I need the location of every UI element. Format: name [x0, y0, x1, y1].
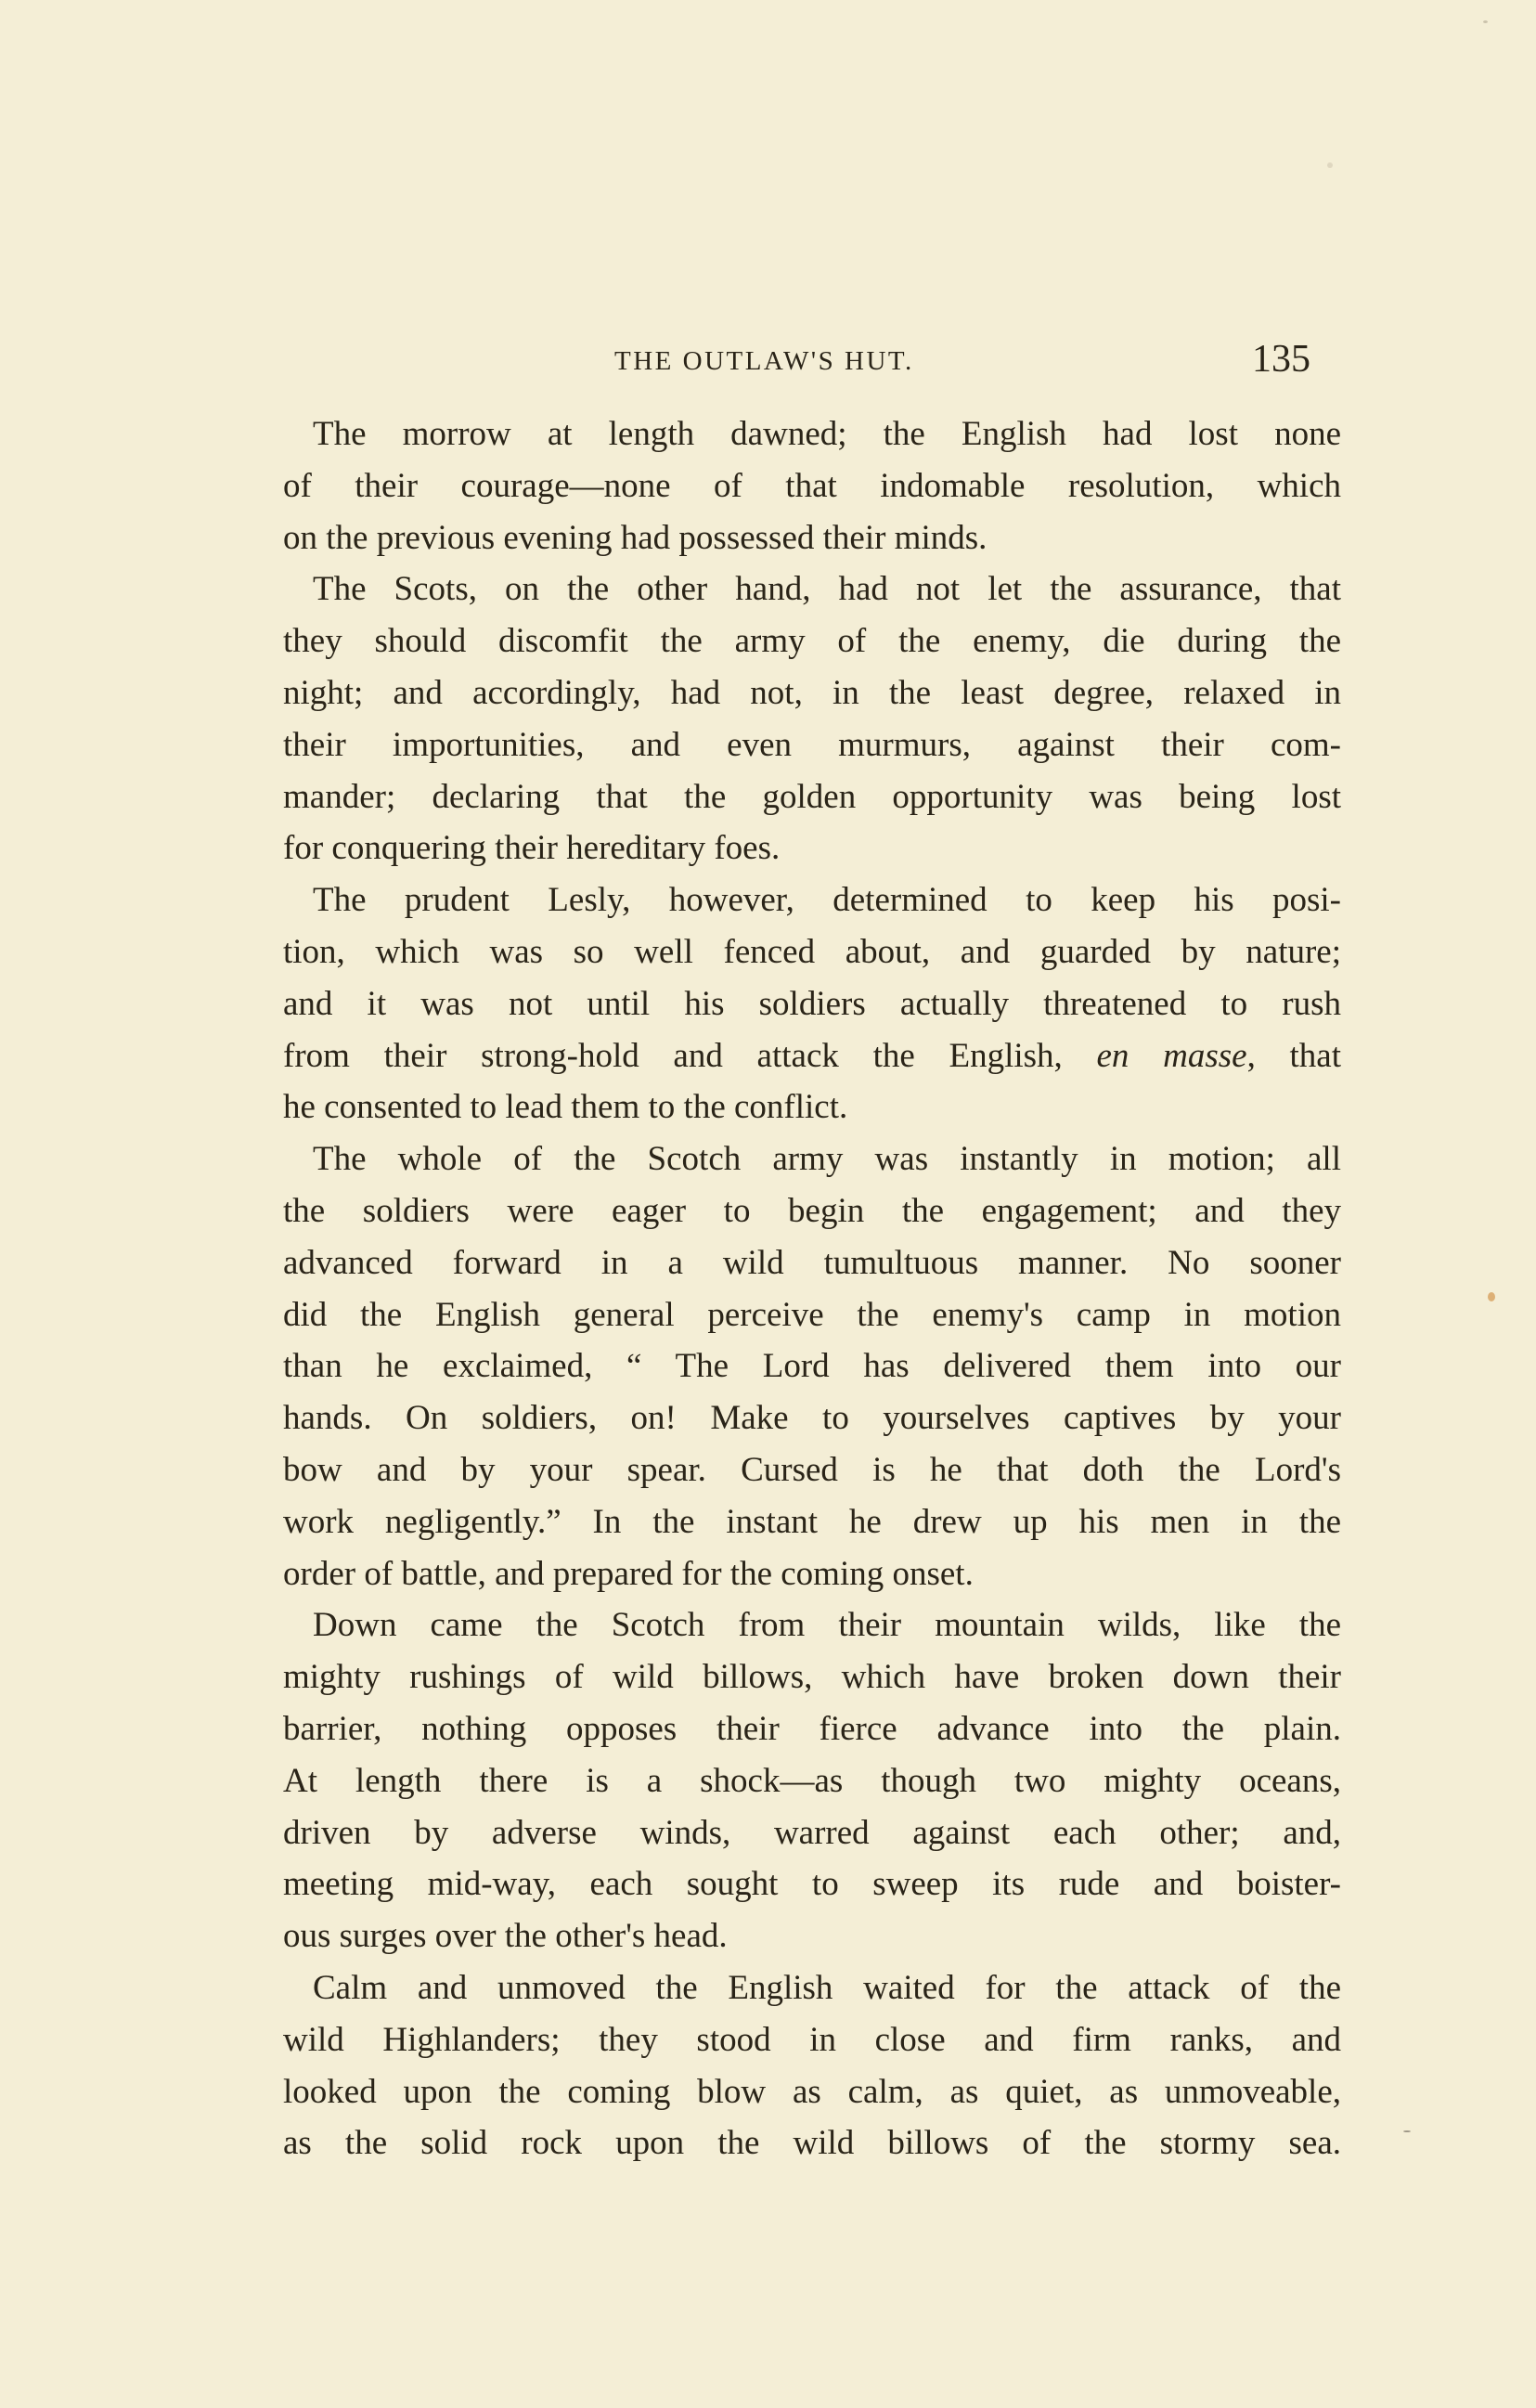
text-line: The morrow at length dawned; the English had lost none: [313, 415, 1341, 453]
text-line: advanced forward in a wild tumultuous manner. No sooner: [283, 1243, 1341, 1282]
text-line: The whole of the Scotch army was instantly in motion; all: [313, 1140, 1341, 1179]
text-line: of their courage—none of that indomable resolution, which: [283, 466, 1341, 505]
text-line: driven by adverse winds, warred against each other; and,: [283, 1813, 1341, 1852]
text-line: The Scots, on the other hand, had not let the assurance, that: [313, 570, 1341, 609]
running-title: THE OUTLAW'S HUT.: [614, 346, 914, 376]
text-line: looked upon the coming blow as calm, as quiet, as unmoveable,: [283, 2072, 1341, 2111]
text-line: he consented to lead them to the conflict.: [283, 1088, 848, 1127]
text-line: for conquering their hereditary foes.: [283, 829, 781, 868]
text-line: on the previous evening had possessed their minds.: [283, 518, 987, 557]
text-line: Calm and unmoved the English waited for the attack of the: [313, 1968, 1341, 2007]
text-line: did the English general perceive the enemy's camp in motion: [283, 1295, 1341, 1334]
text-line: and it was not until his soldiers actually threatened to rush: [283, 984, 1341, 1023]
page-number: 135: [1252, 338, 1310, 381]
text-line: they should discomfit the army of the enemy, die during the: [283, 622, 1341, 661]
text-line: as the solid rock upon the wild billows of the stormy sea.: [283, 2124, 1341, 2163]
text-line: hands. On soldiers, on! Make to yourselves captives by your: [283, 1399, 1341, 1438]
text-line: the soldiers were eager to begin the engagement; and they: [283, 1191, 1341, 1230]
paper-speck: [1327, 162, 1333, 168]
text-line: bow and by your spear. Cursed is he that doth the Lord's: [283, 1450, 1341, 1489]
text-line: tion, which was so well fenced about, and guarded by nature;: [283, 932, 1341, 971]
paper-speck: [1403, 2130, 1411, 2132]
text-line: wild Highlanders; they stood in close and firm ranks, and: [283, 2020, 1341, 2059]
text-line: mighty rushings of wild billows, which have broken down their: [283, 1658, 1341, 1697]
page-header: [278, 339, 1318, 395]
text-line: order of battle, and prepared for the coming onset.: [283, 1554, 974, 1593]
italic-phrase: en masse: [1096, 1036, 1247, 1075]
text-line: from their strong-hold and attack the English, en masse, that: [283, 1036, 1341, 1075]
text-line: work negligently.” In the instant he drew up his men in the: [283, 1502, 1341, 1541]
paper-speck: [1483, 20, 1488, 23]
text-line: meeting mid-way, each sought to sweep its rude and boister-: [283, 1865, 1341, 1904]
text-line: At length there is a shock—as though two mighty oceans,: [283, 1761, 1341, 1800]
text-line: night; and accordingly, had not, in the least degree, relaxed in: [283, 673, 1341, 712]
text-line: their importunities, and even murmurs, against their com-: [283, 725, 1341, 764]
text-line: barrier, nothing opposes their fierce advance into the plain.: [283, 1709, 1341, 1748]
paper-stain: [1488, 1292, 1495, 1301]
text-line: than he exclaimed, “ The Lord has delivered them into our: [283, 1347, 1341, 1386]
text-line: ous surges over the other's head.: [283, 1917, 728, 1956]
body-text: [283, 408, 1341, 2169]
text-line: The prudent Lesly, however, determined to keep his posi-: [313, 881, 1341, 920]
text-line: mander; declaring that the golden opportunity was being lost: [283, 777, 1341, 816]
text-line: Down came the Scotch from their mountain wilds, like the: [313, 1606, 1341, 1645]
